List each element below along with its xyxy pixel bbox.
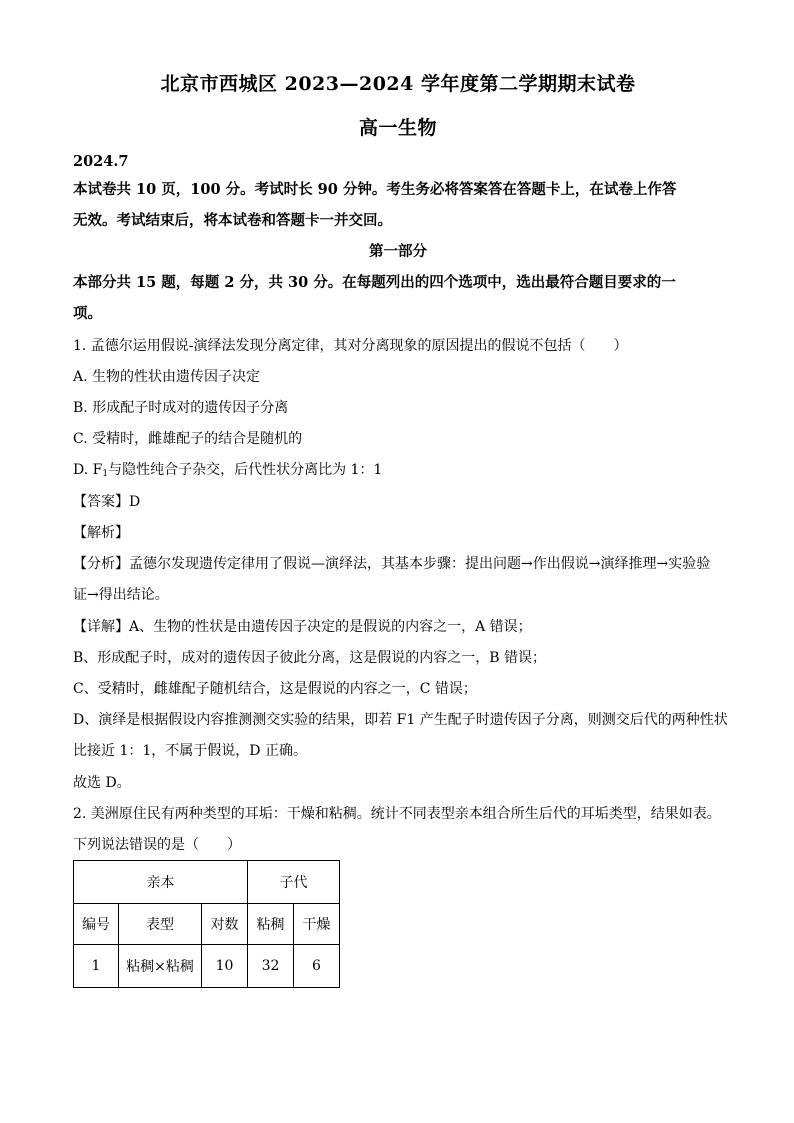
table-row <box>74 945 340 988</box>
part-description-line-2: 项。 <box>73 305 102 322</box>
table-header-cell: 表型 <box>119 904 202 945</box>
question-2-stem-line-2: 下列说法错误的是（ ） <box>73 837 241 853</box>
question-1-option-c: C. 受精时，雌雄配子的结合是随机的 <box>73 431 303 447</box>
question-1-detail-d-line-2: 比接近 1：1，不属于假说，D 正确。 <box>73 743 307 759</box>
table-header-cell: 干燥 <box>294 904 340 945</box>
table-header-cell: 对数 <box>202 904 248 945</box>
instructions-line-2: 无效。考试结束后，将本试卷和答题卡一并交回。 <box>73 212 392 229</box>
exam-date: 2024.7 <box>73 153 129 170</box>
table-cell: 32 <box>248 945 294 988</box>
question-1-answer: 【答案】D <box>73 494 141 510</box>
table-group-header-parent: 亲本 <box>74 861 248 904</box>
document-title: 北京市西城区 2023—2024 学年度第二学期期末试卷 <box>160 73 636 95</box>
table-cell: 10 <box>202 945 248 988</box>
table-header-row <box>74 904 340 945</box>
question-1-detail-b: B、形成配子时，成对的遗传因子彼此分离，这是假说的内容之一，B 错误； <box>73 650 547 666</box>
question-1-option-b: B. 形成配子时成对的遗传因子分离 <box>73 400 289 416</box>
table-cell: 1 <box>74 945 119 988</box>
instructions-line-1: 本试卷共 10 页，100 分。考试时长 90 分钟。考生务必将答案答在答题卡上，在试卷上作答 <box>73 181 677 198</box>
question-1-fenxi-line-2: 证→得出结论。 <box>73 587 169 603</box>
table-header-cell: 粘稠 <box>248 904 294 945</box>
table-group-header-offspring: 子代 <box>248 861 340 904</box>
question-1-analysis-label: 【解析】 <box>73 525 129 541</box>
question-1-conclusion: 故选 D。 <box>73 775 131 791</box>
table-header-cell: 编号 <box>74 904 119 945</box>
part-heading: 第一部分 <box>369 243 427 260</box>
part-description-line-1: 本部分共 15 题，每题 2 分，共 30 分。在每题列出的四个选项中，选出最符合题目要求的一 <box>73 274 676 291</box>
question-1-stem: 1. 孟德尔运用假说-演绎法发现分离定律，其对分离现象的原因提出的假说不包括（ ） <box>73 338 628 354</box>
question-2-stem-line-1: 2. 美洲原住民有两种类型的耳垢：干燥和粘稠。统计不同表型亲本组合所生后代的耳垢类型，结果如表。 <box>73 806 721 822</box>
question-1-detail-d-line-1: D、演绎是根据假设内容推测测交实验的结果，即若 F1 产生配子时遗传因子分离，则测交后代的两种性状 <box>73 712 728 728</box>
table-cell: 6 <box>294 945 340 988</box>
question-1-fenxi-line-1: 【分析】孟德尔发现遗传定律用了假说—演绎法，其基本步骤：提出问题→作出假说→演绎推理→实验验 <box>73 556 711 572</box>
question-1-option-d: D. $F_1$与隐性纯合子杂交，后代性状分离比为 1：1 <box>73 462 383 479</box>
question-1-option-a: A. 生物的性状由遗传因子决定 <box>73 369 261 385</box>
question-1-detail-c: C、受精时，雌雄配子随机结合，这是假说的内容之一，C 错误； <box>73 681 477 697</box>
document-subtitle: 高一生物 <box>358 117 437 139</box>
table-cell: 粘稠×粘稠 <box>119 945 202 988</box>
question-1-detail-a: 【详解】A、生物的性状是由遗传因子决定的是假说的内容之一，A 错误； <box>73 619 532 635</box>
question-2-table <box>73 860 340 988</box>
